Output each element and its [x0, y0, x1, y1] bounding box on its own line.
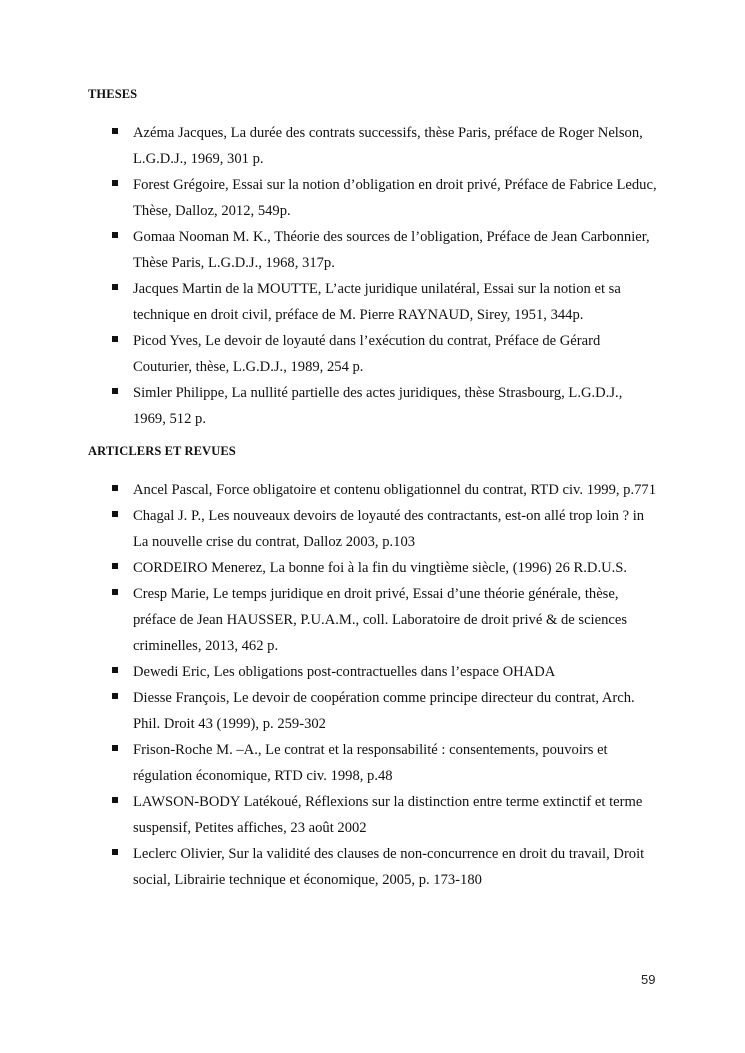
bibliography-entry	[112, 120, 657, 172]
bibliography-entry	[112, 328, 657, 380]
bibliography-entry-text: Ancel Pascal, Force obligatoire et contenu obligationnel du contrat, RTD civ. 1999, p.771	[133, 482, 657, 498]
bibliography-entry-text: Simler Philippe, La nullité partielle des actes juridiques, thèse Strasbourg, L.G.D.J., 1969, 512 p.	[133, 385, 623, 427]
bibliography-entry-text: Azéma Jacques, La durée des contrats successifs, thèse Paris, préface de Roger Nelson, L.G.D.J., 1969, 301 p.	[133, 125, 643, 167]
articles-list	[112, 477, 657, 893]
square-bullet-icon	[112, 284, 118, 290]
square-bullet-icon	[112, 667, 118, 673]
bibliography-entry-text: Gomaa Nooman M. K., Théorie des sources de l’obligation, Préface de Jean Carbonnier, Thèse Paris, L.G.D.J., 1968, 317p.	[133, 229, 650, 271]
page-number: 59	[641, 972, 656, 987]
bibliography-entry	[112, 789, 657, 841]
square-bullet-icon	[112, 563, 118, 569]
bibliography-entry-text: Dewedi Eric, Les obligations post-contractuelles dans l’espace OHADA	[133, 664, 556, 680]
square-bullet-icon	[112, 180, 118, 186]
square-bullet-icon	[112, 388, 118, 394]
bibliography-entry	[112, 737, 657, 789]
bibliography-entry	[112, 477, 657, 503]
section-heading-articles: ARTICLERS ET REVUES	[88, 444, 236, 458]
square-bullet-icon	[112, 797, 118, 803]
bibliography-entry	[112, 224, 657, 276]
square-bullet-icon	[112, 128, 118, 134]
square-bullet-icon	[112, 485, 118, 491]
bibliography-entry	[112, 581, 657, 659]
square-bullet-icon	[112, 849, 118, 855]
theses-list	[112, 120, 657, 432]
square-bullet-icon	[112, 336, 118, 342]
section-heading-theses: THESES	[88, 87, 138, 101]
bibliography-entry	[112, 841, 657, 893]
square-bullet-icon	[112, 745, 118, 751]
bibliography-entry-text: Cresp Marie, Le temps juridique en droit privé, Essai d’une théorie générale, thèse, préface de Jean HAUSSER, P.U.A.M., coll. Laboratoire de droit privé & de sciences criminelles, 2013, 462 p.	[133, 586, 628, 654]
bibliography-entry	[112, 276, 657, 328]
bibliography-entry	[112, 685, 657, 737]
bibliography-entry	[112, 172, 657, 224]
square-bullet-icon	[112, 232, 118, 238]
bibliography-entry	[112, 503, 657, 555]
bibliography-entry	[112, 555, 657, 581]
bibliography-entry-text: CORDEIRO Menerez, La bonne foi à la fin du vingtième siècle, (1996) 26 R.D.U.S.	[133, 560, 628, 576]
bibliography-entry	[112, 659, 657, 685]
bibliography-entry-text: Chagal J. P., Les nouveaux devoirs de loyauté des contractants, est-on allé trop loin ? in La nouvelle crise du contrat, Dalloz 2003, p.103	[133, 508, 645, 550]
square-bullet-icon	[112, 693, 118, 699]
bibliography-entry-text: Picod Yves, Le devoir de loyauté dans l’exécution du contrat, Préface de Gérard Couturier, thèse, L.G.D.J., 1989, 254 p.	[133, 333, 601, 375]
bibliography-entry-text: LAWSON-BODY Latékoué, Réflexions sur la distinction entre terme extinctif et terme suspensif, Petites affiches, 23 août 2002	[133, 794, 643, 836]
bibliography-entry-text: Forest Grégoire, Essai sur la notion d’obligation en droit privé, Préface de Fabrice Leduc, Thèse, Dalloz, 2012, 549p.	[133, 177, 657, 219]
bibliography-entry-text: Diesse François, Le devoir de coopération comme principe directeur du contrat, Arch. Phil. Droit 43 (1999), p. 259-302	[133, 690, 635, 732]
bibliography-entry	[112, 380, 657, 432]
square-bullet-icon	[112, 589, 118, 595]
bibliography-entry-text: Jacques Martin de la MOUTTE, L’acte juridique unilatéral, Essai sur la notion et sa technique en droit civil, préface de M. Pierre RAYNAUD, Sirey, 1951, 344p.	[133, 281, 621, 323]
bibliography-entry-text: Frison-Roche M. –A., Le contrat et la responsabilité : consentements, pouvoirs et régulation économique, RTD civ. 1998, p.48	[133, 742, 608, 784]
square-bullet-icon	[112, 511, 118, 517]
bibliography-entry-text: Leclerc Olivier, Sur la validité des clauses de non-concurrence en droit du travail, Droit social, Librairie technique et économique, 2005, p. 173-180	[133, 846, 645, 888]
